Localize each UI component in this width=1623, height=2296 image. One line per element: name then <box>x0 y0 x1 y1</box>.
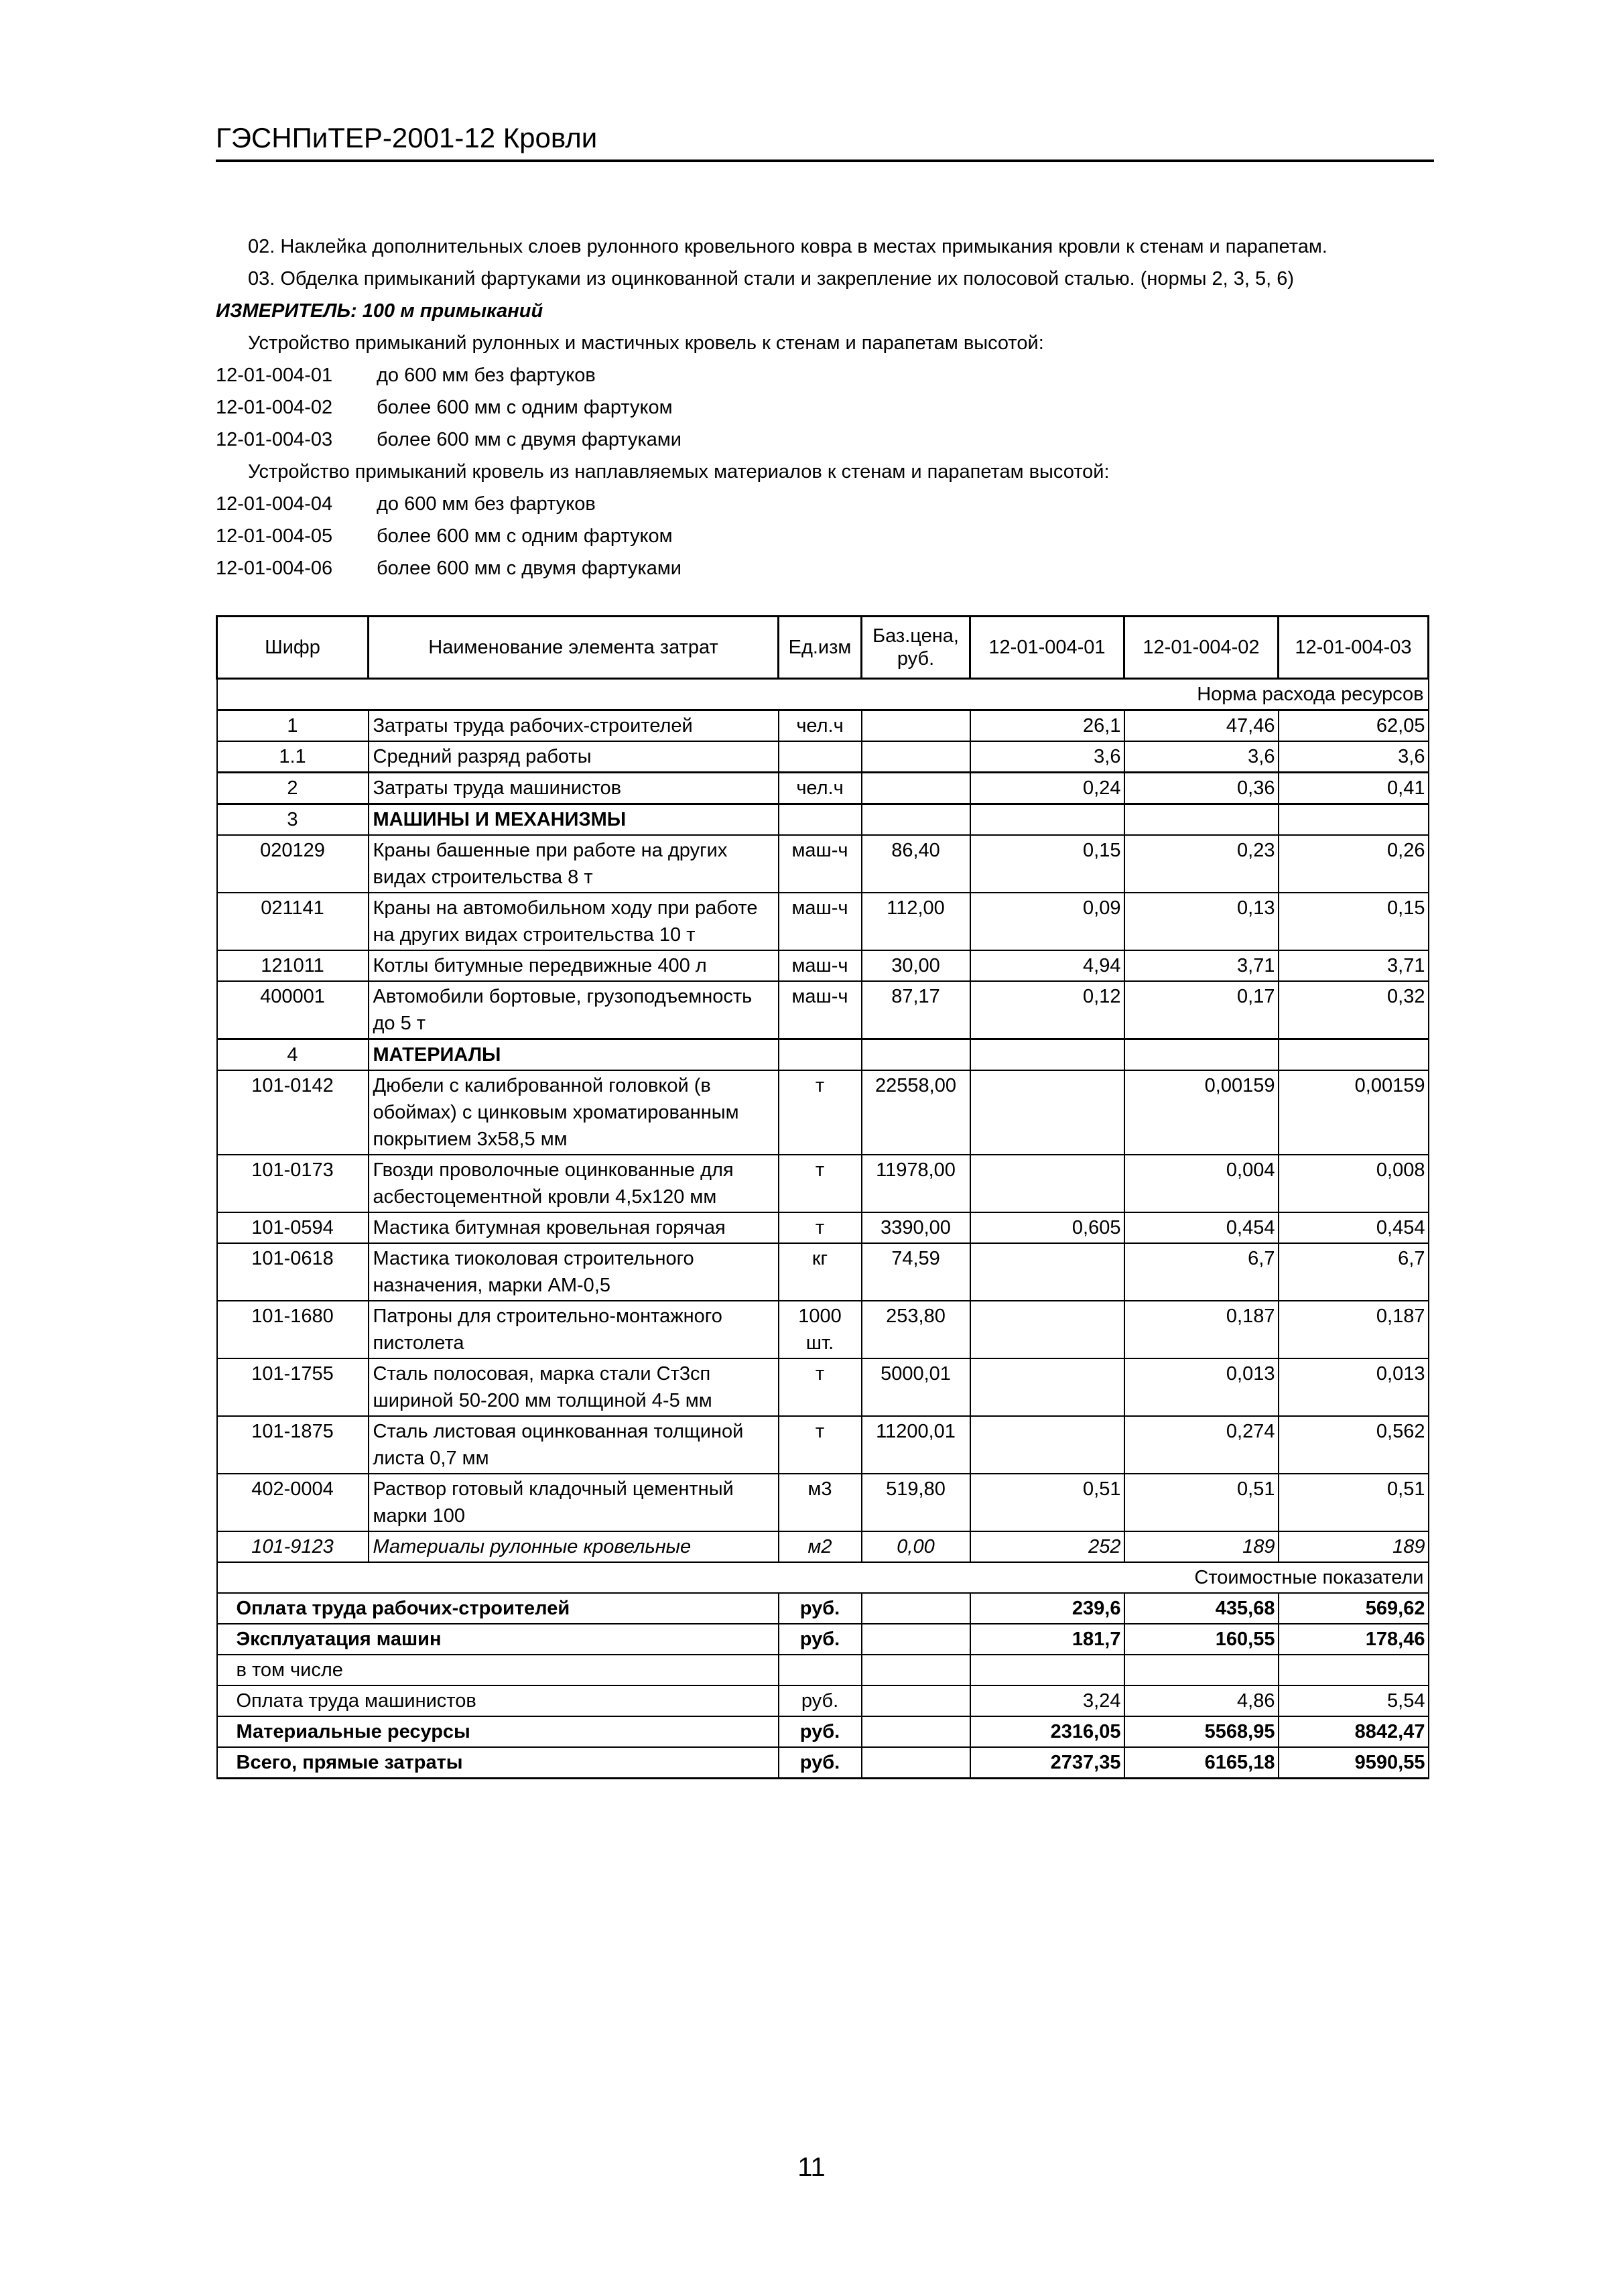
cell-name: Краны башенные при работе на других видах строительства 8 т <box>369 835 779 893</box>
norm-code: 12-01-004-06 <box>216 558 333 579</box>
cell-price: 74,59 <box>862 1243 970 1301</box>
norm-item <box>216 488 1422 520</box>
cell-c1: 4,94 <box>970 950 1124 981</box>
cell-c1 <box>970 1039 1124 1071</box>
cell-code: 101-9123 <box>217 1531 369 1562</box>
cost-unit <box>779 1655 862 1685</box>
cell-unit: маш-ч <box>779 893 862 950</box>
norm-item <box>216 424 1422 456</box>
cell-name: МАШИНЫ И МЕХАНИЗМЫ <box>369 804 779 836</box>
cell-c1 <box>970 1243 1124 1301</box>
table-row <box>217 1212 1429 1243</box>
cell-unit: кг <box>779 1243 862 1301</box>
cell-c2: 47,46 <box>1124 710 1279 742</box>
cost-c2: 6165,18 <box>1124 1747 1279 1779</box>
norm-code: 12-01-004-02 <box>216 397 333 418</box>
cell-c1: 0,605 <box>970 1212 1124 1243</box>
norm-text: до 600 мм без фартуков <box>377 493 596 515</box>
cell-unit <box>779 804 862 836</box>
cell-name: Средний разряд работы <box>369 741 779 773</box>
page-number: 11 <box>797 2153 826 2182</box>
cost-c2: 4,86 <box>1124 1685 1279 1716</box>
col-header-code: Шифр <box>217 617 369 679</box>
cost-c3: 178,46 <box>1279 1624 1429 1655</box>
cost-unit: руб. <box>779 1716 862 1747</box>
cell-code: 101-0594 <box>217 1212 369 1243</box>
cost-label: Оплата труда рабочих-строителей <box>217 1593 779 1624</box>
cell-price: 86,40 <box>862 835 970 893</box>
norm-code: 12-01-004-01 <box>216 365 333 386</box>
norm-text: до 600 мм без фартуков <box>377 365 596 386</box>
intro-block <box>216 231 1422 584</box>
cell-name: Гвозди проволочные оцинкованные для асбестоцементной кровли 4,5х120 мм <box>369 1155 779 1212</box>
measure-unit: ИЗМЕРИТЕЛЬ: 100 м примыканий <box>216 300 543 322</box>
cell-code: 101-0173 <box>217 1155 369 1212</box>
intro-line-02: 02. Наклейка дополнительных слоев рулонного кровельного ковра в местах примыкания кровли к стенам и парапетам. <box>248 236 1327 257</box>
cell-price: 519,80 <box>862 1474 970 1531</box>
cell-c3: 0,454 <box>1279 1212 1429 1243</box>
norm-text: более 600 мм с двумя фартуками <box>377 429 682 450</box>
col-header-name: Наименование элемента затрат <box>369 617 779 679</box>
cell-price: 3390,00 <box>862 1212 970 1243</box>
norm-code: 12-01-004-04 <box>216 493 333 515</box>
cell-code: 1 <box>217 710 369 742</box>
group1-title: Устройство примыканий рулонных и мастичных кровель к стенам и парапетам высотой: <box>248 332 1044 354</box>
cost-row <box>217 1655 1429 1685</box>
cost-c1: 239,6 <box>970 1593 1124 1624</box>
cost-price-empty <box>862 1655 970 1685</box>
cell-unit <box>779 741 862 773</box>
cell-c3: 0,562 <box>1279 1416 1429 1474</box>
cost-price-empty <box>862 1747 970 1779</box>
cell-code: 2 <box>217 773 369 804</box>
cost-price-empty <box>862 1593 970 1624</box>
table-row <box>217 1474 1429 1531</box>
cell-unit: т <box>779 1416 862 1474</box>
cell-unit: чел.ч <box>779 710 862 742</box>
cost-label: Материальные ресурсы <box>217 1716 779 1747</box>
cell-price <box>862 710 970 742</box>
cost-c2 <box>1124 1655 1279 1685</box>
cell-c1: 0,09 <box>970 893 1124 950</box>
cost-row <box>217 1747 1429 1779</box>
cost-c2: 435,68 <box>1124 1593 1279 1624</box>
cell-c3: 0,15 <box>1279 893 1429 950</box>
cell-c1: 252 <box>970 1531 1124 1562</box>
cost-c2: 5568,95 <box>1124 1716 1279 1747</box>
cell-name: Дюбели с калиброванной головкой (в обоймах) с цинковым хроматированным покрытием 3х58,5 мм <box>369 1070 779 1155</box>
cell-name: Мастика тиоколовая строительного назначения, марки АМ-0,5 <box>369 1243 779 1301</box>
group2-title: Устройство примыканий кровель из наплавляемых материалов к стенам и парапетам высотой: <box>248 461 1110 483</box>
cell-code: 101-1875 <box>217 1416 369 1474</box>
cell-price: 5000,01 <box>862 1358 970 1416</box>
cell-name: Затраты труда машинистов <box>369 773 779 804</box>
cell-c3: 0,41 <box>1279 773 1429 804</box>
cell-name: Автомобили бортовые, грузоподъемность до 5 т <box>369 981 779 1039</box>
cost-label: Всего, прямые затраты <box>217 1747 779 1779</box>
cell-c2: 6,7 <box>1124 1243 1279 1301</box>
norm-code: 12-01-004-03 <box>216 429 333 450</box>
cell-c2: 0,454 <box>1124 1212 1279 1243</box>
cell-unit: маш-ч <box>779 950 862 981</box>
cell-code: 4 <box>217 1039 369 1071</box>
cell-c2: 3,71 <box>1124 950 1279 981</box>
cell-c3: 0,187 <box>1279 1301 1429 1358</box>
table-row <box>217 1358 1429 1416</box>
cell-c1 <box>970 1416 1124 1474</box>
cell-c2 <box>1124 804 1279 836</box>
cell-c3: 189 <box>1279 1531 1429 1562</box>
cost-label: в том числе <box>217 1655 779 1685</box>
cell-code: 101-0142 <box>217 1070 369 1155</box>
cell-code: 121011 <box>217 950 369 981</box>
table-row <box>217 1155 1429 1212</box>
cost-row <box>217 1624 1429 1655</box>
cell-unit: 1000 шт. <box>779 1301 862 1358</box>
cost-c3 <box>1279 1655 1429 1685</box>
cell-c2: 0,187 <box>1124 1301 1279 1358</box>
cell-c3: 0,26 <box>1279 835 1429 893</box>
table-row <box>217 741 1429 773</box>
cell-c1: 0,12 <box>970 981 1124 1039</box>
intro-line-03: 03. Обделка примыканий фартуками из оцинкованной стали и закрепление их полосовой сталью. (нормы 2, 3, 5, 6) <box>248 268 1295 290</box>
cell-unit: маш-ч <box>779 981 862 1039</box>
cell-price: 11978,00 <box>862 1155 970 1212</box>
norm-text: более 600 мм с одним фартуком <box>377 397 673 418</box>
cell-code: 1.1 <box>217 741 369 773</box>
cost-label: Эксплуатация машин <box>217 1624 779 1655</box>
norm-item <box>216 359 1422 391</box>
cell-price <box>862 741 970 773</box>
cell-unit: маш-ч <box>779 835 862 893</box>
cost-c2: 160,55 <box>1124 1624 1279 1655</box>
cell-price: 11200,01 <box>862 1416 970 1474</box>
cell-name: Затраты труда рабочих-строителей <box>369 710 779 742</box>
cell-price <box>862 1039 970 1071</box>
table-row <box>217 773 1429 804</box>
table-row <box>217 1301 1429 1358</box>
cell-c3: 0,32 <box>1279 981 1429 1039</box>
table-row <box>217 1070 1429 1155</box>
table-body <box>217 679 1429 1563</box>
cell-c2: 0,013 <box>1124 1358 1279 1416</box>
cell-c3: 3,71 <box>1279 950 1429 981</box>
cell-code: 101-0618 <box>217 1243 369 1301</box>
table-row <box>217 1531 1429 1562</box>
cost-unit: руб. <box>779 1593 862 1624</box>
cost-c1 <box>970 1655 1124 1685</box>
cell-unit: м3 <box>779 1474 862 1531</box>
cell-price: 253,80 <box>862 1301 970 1358</box>
cell-name: Раствор готовый кладочный цементный марки 100 <box>369 1474 779 1531</box>
band-cost-label: Стоимостные показатели <box>217 1562 1429 1593</box>
cost-row <box>217 1716 1429 1747</box>
cell-c2: 0,00159 <box>1124 1070 1279 1155</box>
cell-c2: 0,274 <box>1124 1416 1279 1474</box>
cell-c2: 189 <box>1124 1531 1279 1562</box>
cell-code: 3 <box>217 804 369 836</box>
col-header-c3: 12-01-004-03 <box>1279 617 1429 679</box>
cell-c1 <box>970 804 1124 836</box>
cost-c1: 181,7 <box>970 1624 1124 1655</box>
cost-row <box>217 1593 1429 1624</box>
col-header-c1: 12-01-004-01 <box>970 617 1124 679</box>
table-row <box>217 835 1429 893</box>
table-row <box>217 1243 1429 1301</box>
cell-price: 87,17 <box>862 981 970 1039</box>
cell-name: Сталь полосовая, марка стали Ст3сп шириной 50-200 мм толщиной 4-5 мм <box>369 1358 779 1416</box>
cell-c2 <box>1124 1039 1279 1071</box>
table-row <box>217 1416 1429 1474</box>
norm-item <box>216 391 1422 424</box>
cell-c3: 0,51 <box>1279 1474 1429 1531</box>
cell-c2: 3,6 <box>1124 741 1279 773</box>
cell-name: Котлы битумные передвижные 400 л <box>369 950 779 981</box>
cell-price <box>862 804 970 836</box>
cell-unit: м2 <box>779 1531 862 1562</box>
cost-unit: руб. <box>779 1685 862 1716</box>
cell-c3: 62,05 <box>1279 710 1429 742</box>
cost-c3: 9590,55 <box>1279 1747 1429 1779</box>
cell-code: 402-0004 <box>217 1474 369 1531</box>
cell-c2: 0,004 <box>1124 1155 1279 1212</box>
col-header-price: Баз.цена, руб. <box>862 617 970 679</box>
cell-price: 112,00 <box>862 893 970 950</box>
norm-text: более 600 мм с двумя фартуками <box>377 558 682 579</box>
cell-name: Мастика битумная кровельная горячая <box>369 1212 779 1243</box>
cost-c1: 2737,35 <box>970 1747 1124 1779</box>
cost-price-empty <box>862 1624 970 1655</box>
cell-name: Краны на автомобильном ходу при работе на других видах строительства 10 т <box>369 893 779 950</box>
cell-c1 <box>970 1301 1124 1358</box>
cell-code: 101-1755 <box>217 1358 369 1416</box>
table-row <box>217 804 1429 836</box>
norm-item <box>216 552 1422 584</box>
cell-c1 <box>970 1155 1124 1212</box>
cell-unit: т <box>779 1070 862 1155</box>
cell-code: 020129 <box>217 835 369 893</box>
band-norm-label: Норма расхода ресурсов <box>217 679 1429 710</box>
cell-c3 <box>1279 804 1429 836</box>
cost-unit: руб. <box>779 1624 862 1655</box>
cell-name: Материалы рулонные кровельные <box>369 1531 779 1562</box>
cost-c1: 2316,05 <box>970 1716 1124 1747</box>
cell-c3: 0,008 <box>1279 1155 1429 1212</box>
table-row <box>217 1039 1429 1071</box>
norm-text: более 600 мм с одним фартуком <box>377 525 673 547</box>
cell-price: 30,00 <box>862 950 970 981</box>
cell-unit <box>779 1039 862 1071</box>
cell-c1 <box>970 1070 1124 1155</box>
cell-unit: т <box>779 1358 862 1416</box>
cell-c3: 6,7 <box>1279 1243 1429 1301</box>
cell-c3: 0,013 <box>1279 1358 1429 1416</box>
cell-unit: чел.ч <box>779 773 862 804</box>
cell-name: МАТЕРИАЛЫ <box>369 1039 779 1071</box>
cell-c1: 0,24 <box>970 773 1124 804</box>
cost-body <box>217 1562 1429 1779</box>
cell-c2: 0,13 <box>1124 893 1279 950</box>
cell-c3: 3,6 <box>1279 741 1429 773</box>
cell-c1: 0,15 <box>970 835 1124 893</box>
cell-code: 400001 <box>217 981 369 1039</box>
cost-unit: руб. <box>779 1747 862 1779</box>
cost-c3: 8842,47 <box>1279 1716 1429 1747</box>
table-header-row <box>217 617 1429 679</box>
cost-row <box>217 1685 1429 1716</box>
cost-label: Оплата труда машинистов <box>217 1685 779 1716</box>
cell-c3: 0,00159 <box>1279 1070 1429 1155</box>
norm-code: 12-01-004-05 <box>216 525 333 547</box>
cost-c1: 3,24 <box>970 1685 1124 1716</box>
cost-c3: 569,62 <box>1279 1593 1429 1624</box>
norm-item <box>216 520 1422 552</box>
cell-price: 22558,00 <box>862 1070 970 1155</box>
cell-c2: 0,23 <box>1124 835 1279 893</box>
cell-price: 0,00 <box>862 1531 970 1562</box>
cell-unit: т <box>779 1212 862 1243</box>
cost-c3: 5,54 <box>1279 1685 1429 1716</box>
table-row <box>217 893 1429 950</box>
cell-c1: 3,6 <box>970 741 1124 773</box>
table-row <box>217 981 1429 1039</box>
cell-c1: 0,51 <box>970 1474 1124 1531</box>
cell-c1 <box>970 1358 1124 1416</box>
cost-price-empty <box>862 1716 970 1747</box>
col-header-c2: 12-01-004-02 <box>1124 617 1279 679</box>
cell-name: Патроны для строительно-монтажного пистолета <box>369 1301 779 1358</box>
cell-c2: 0,17 <box>1124 981 1279 1039</box>
resource-table <box>216 615 1429 1779</box>
cell-unit: т <box>779 1155 862 1212</box>
col-header-unit: Ед.изм <box>779 617 862 679</box>
cell-c3 <box>1279 1039 1429 1071</box>
cell-name: Сталь листовая оцинкованная толщиной листа 0,7 мм <box>369 1416 779 1474</box>
table-row <box>217 950 1429 981</box>
cell-code: 101-1680 <box>217 1301 369 1358</box>
band-norm-row <box>217 679 1429 710</box>
cell-code: 021141 <box>217 893 369 950</box>
band-cost-row <box>217 1562 1429 1593</box>
cell-c2: 0,36 <box>1124 773 1279 804</box>
cost-price-empty <box>862 1685 970 1716</box>
cell-c1: 26,1 <box>970 710 1124 742</box>
table-row <box>217 710 1429 742</box>
cell-c2: 0,51 <box>1124 1474 1279 1531</box>
cell-price <box>862 773 970 804</box>
page-header: ГЭСНПиТЕР-2001-12 Кровли <box>216 122 1434 162</box>
